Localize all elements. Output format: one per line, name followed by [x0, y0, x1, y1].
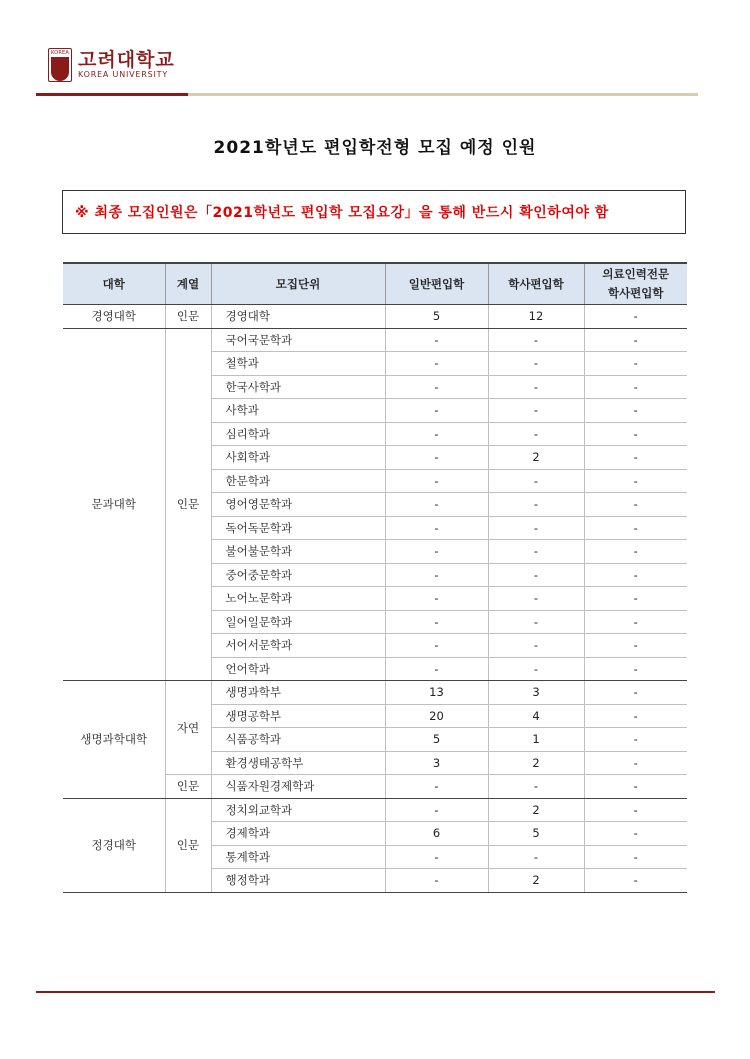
general-transfer-cell: -: [385, 845, 488, 869]
general-transfer-cell: 3: [385, 751, 488, 775]
medical-transfer-cell: -: [584, 704, 687, 728]
unit-cell: 통계학과: [211, 845, 385, 869]
admission-quota-table: [63, 262, 687, 893]
header-bachelor-transfer: 학사편입학: [488, 263, 584, 305]
unit-cell: 정치외교학과: [211, 798, 385, 822]
college-cell: 생명과학대학: [63, 681, 165, 799]
logo-korean-name: 고려대학교: [78, 49, 175, 71]
medical-transfer-cell: -: [584, 587, 687, 611]
header-divider-red: [36, 93, 188, 96]
bachelor-transfer-cell: 2: [488, 798, 584, 822]
unit-cell: 영어영문학과: [211, 493, 385, 517]
general-transfer-cell: 5: [385, 305, 488, 329]
medical-transfer-cell: -: [584, 399, 687, 423]
general-transfer-cell: -: [385, 493, 488, 517]
unit-cell: 생명과학부: [211, 681, 385, 705]
bachelor-transfer-cell: -: [488, 563, 584, 587]
bachelor-transfer-cell: 2: [488, 751, 584, 775]
logo-english-name: KOREA UNIVERSITY: [78, 70, 169, 79]
shield-icon: [51, 57, 69, 81]
unit-cell: 경제학과: [211, 822, 385, 846]
bachelor-transfer-cell: 1: [488, 728, 584, 752]
track-cell: 인문: [165, 775, 211, 799]
unit-cell: 생명공학부: [211, 704, 385, 728]
unit-cell: 중어중문학과: [211, 563, 385, 587]
unit-cell: 철학과: [211, 352, 385, 376]
general-transfer-cell: -: [385, 422, 488, 446]
general-transfer-cell: -: [385, 775, 488, 799]
general-transfer-cell: 13: [385, 681, 488, 705]
unit-cell: 사학과: [211, 399, 385, 423]
medical-transfer-cell: -: [584, 328, 687, 352]
unit-cell: 노어노문학과: [211, 587, 385, 611]
bachelor-transfer-cell: 5: [488, 822, 584, 846]
bachelor-transfer-cell: -: [488, 657, 584, 681]
medical-transfer-cell: -: [584, 469, 687, 493]
bachelor-transfer-cell: -: [488, 845, 584, 869]
table-row: [63, 328, 687, 352]
general-transfer-cell: 5: [385, 728, 488, 752]
general-transfer-cell: -: [385, 446, 488, 470]
header-medical-transfer: [584, 263, 687, 305]
medical-transfer-cell: -: [584, 422, 687, 446]
table-row: [63, 798, 687, 822]
table-body: [63, 305, 687, 893]
general-transfer-cell: -: [385, 540, 488, 564]
medical-transfer-cell: -: [584, 845, 687, 869]
bachelor-transfer-cell: -: [488, 422, 584, 446]
unit-cell: 식품공학과: [211, 728, 385, 752]
unit-cell: 사회학과: [211, 446, 385, 470]
track-cell: 자연: [165, 681, 211, 775]
bachelor-transfer-cell: 2: [488, 446, 584, 470]
medical-transfer-cell: -: [584, 869, 687, 893]
general-transfer-cell: -: [385, 869, 488, 893]
medical-transfer-cell: -: [584, 540, 687, 564]
college-cell: 정경대학: [63, 798, 165, 892]
header-track: 계열: [165, 263, 211, 305]
general-transfer-cell: -: [385, 328, 488, 352]
notice-text: ※ 최종 모집인원은「2021학년도 편입학 모집요강」을 통해 반드시 확인하여야 함: [75, 205, 609, 221]
medical-transfer-cell: -: [584, 798, 687, 822]
college-cell: 경영대학: [63, 305, 165, 329]
table-row: [63, 681, 687, 705]
medical-transfer-cell: -: [584, 493, 687, 517]
header-unit: 모집단위: [211, 263, 385, 305]
table-header-row: [63, 263, 687, 305]
unit-cell: 환경생태공학부: [211, 751, 385, 775]
unit-cell: 독어독문학과: [211, 516, 385, 540]
bachelor-transfer-cell: -: [488, 469, 584, 493]
unit-cell: 심리학과: [211, 422, 385, 446]
bachelor-transfer-cell: -: [488, 375, 584, 399]
header-divider-beige: [188, 93, 698, 96]
medical-transfer-cell: -: [584, 516, 687, 540]
bachelor-transfer-cell: -: [488, 540, 584, 564]
general-transfer-cell: -: [385, 610, 488, 634]
bachelor-transfer-cell: -: [488, 493, 584, 517]
general-transfer-cell: -: [385, 634, 488, 658]
header-medical-line1: 의료인력전문: [602, 267, 670, 281]
general-transfer-cell: -: [385, 798, 488, 822]
bachelor-transfer-cell: 4: [488, 704, 584, 728]
track-cell: 인문: [165, 305, 211, 329]
general-transfer-cell: 20: [385, 704, 488, 728]
bachelor-transfer-cell: -: [488, 328, 584, 352]
unit-cell: 식품자원경제학과: [211, 775, 385, 799]
general-transfer-cell: -: [385, 375, 488, 399]
medical-transfer-cell: -: [584, 305, 687, 329]
bachelor-transfer-cell: -: [488, 352, 584, 376]
college-cell: 문과대학: [63, 328, 165, 681]
bachelor-transfer-cell: -: [488, 634, 584, 658]
general-transfer-cell: -: [385, 563, 488, 587]
medical-transfer-cell: -: [584, 634, 687, 658]
footer-divider: [36, 991, 715, 993]
bachelor-transfer-cell: 12: [488, 305, 584, 329]
general-transfer-cell: -: [385, 469, 488, 493]
unit-cell: 경영대학: [211, 305, 385, 329]
medical-transfer-cell: -: [584, 681, 687, 705]
bachelor-transfer-cell: 3: [488, 681, 584, 705]
header-college: 대학: [63, 263, 165, 305]
medical-transfer-cell: -: [584, 375, 687, 399]
general-transfer-cell: 6: [385, 822, 488, 846]
unit-cell: 한문학과: [211, 469, 385, 493]
general-transfer-cell: -: [385, 587, 488, 611]
medical-transfer-cell: -: [584, 775, 687, 799]
medical-transfer-cell: -: [584, 657, 687, 681]
general-transfer-cell: -: [385, 516, 488, 540]
unit-cell: 국어국문학과: [211, 328, 385, 352]
medical-transfer-cell: -: [584, 563, 687, 587]
unit-cell: 언어학과: [211, 657, 385, 681]
header-medical-line2: 학사편입학: [607, 286, 664, 300]
track-cell: 인문: [165, 798, 211, 892]
header-general-transfer: 일반편입학: [385, 263, 488, 305]
unit-cell: 행정학과: [211, 869, 385, 893]
unit-cell: 한국사학과: [211, 375, 385, 399]
general-transfer-cell: -: [385, 399, 488, 423]
unit-cell: 서어서문학과: [211, 634, 385, 658]
bachelor-transfer-cell: -: [488, 516, 584, 540]
notice-box: [62, 190, 686, 234]
medical-transfer-cell: -: [584, 822, 687, 846]
unit-cell: 일어일문학과: [211, 610, 385, 634]
medical-transfer-cell: -: [584, 446, 687, 470]
seal-text: KOREA: [51, 50, 69, 56]
medical-transfer-cell: -: [584, 352, 687, 376]
page-title: 2021학년도 편입학전형 모집 예정 인원: [213, 138, 537, 158]
medical-transfer-cell: -: [584, 610, 687, 634]
university-logo: [48, 48, 175, 82]
bachelor-transfer-cell: -: [488, 399, 584, 423]
general-transfer-cell: -: [385, 657, 488, 681]
track-cell: 인문: [165, 328, 211, 681]
university-seal-icon: [48, 48, 72, 82]
table-row: [63, 305, 687, 329]
general-transfer-cell: -: [385, 352, 488, 376]
medical-transfer-cell: -: [584, 751, 687, 775]
bachelor-transfer-cell: 2: [488, 869, 584, 893]
medical-transfer-cell: -: [584, 728, 687, 752]
bachelor-transfer-cell: -: [488, 610, 584, 634]
bachelor-transfer-cell: -: [488, 587, 584, 611]
bachelor-transfer-cell: -: [488, 775, 584, 799]
unit-cell: 불어불문학과: [211, 540, 385, 564]
